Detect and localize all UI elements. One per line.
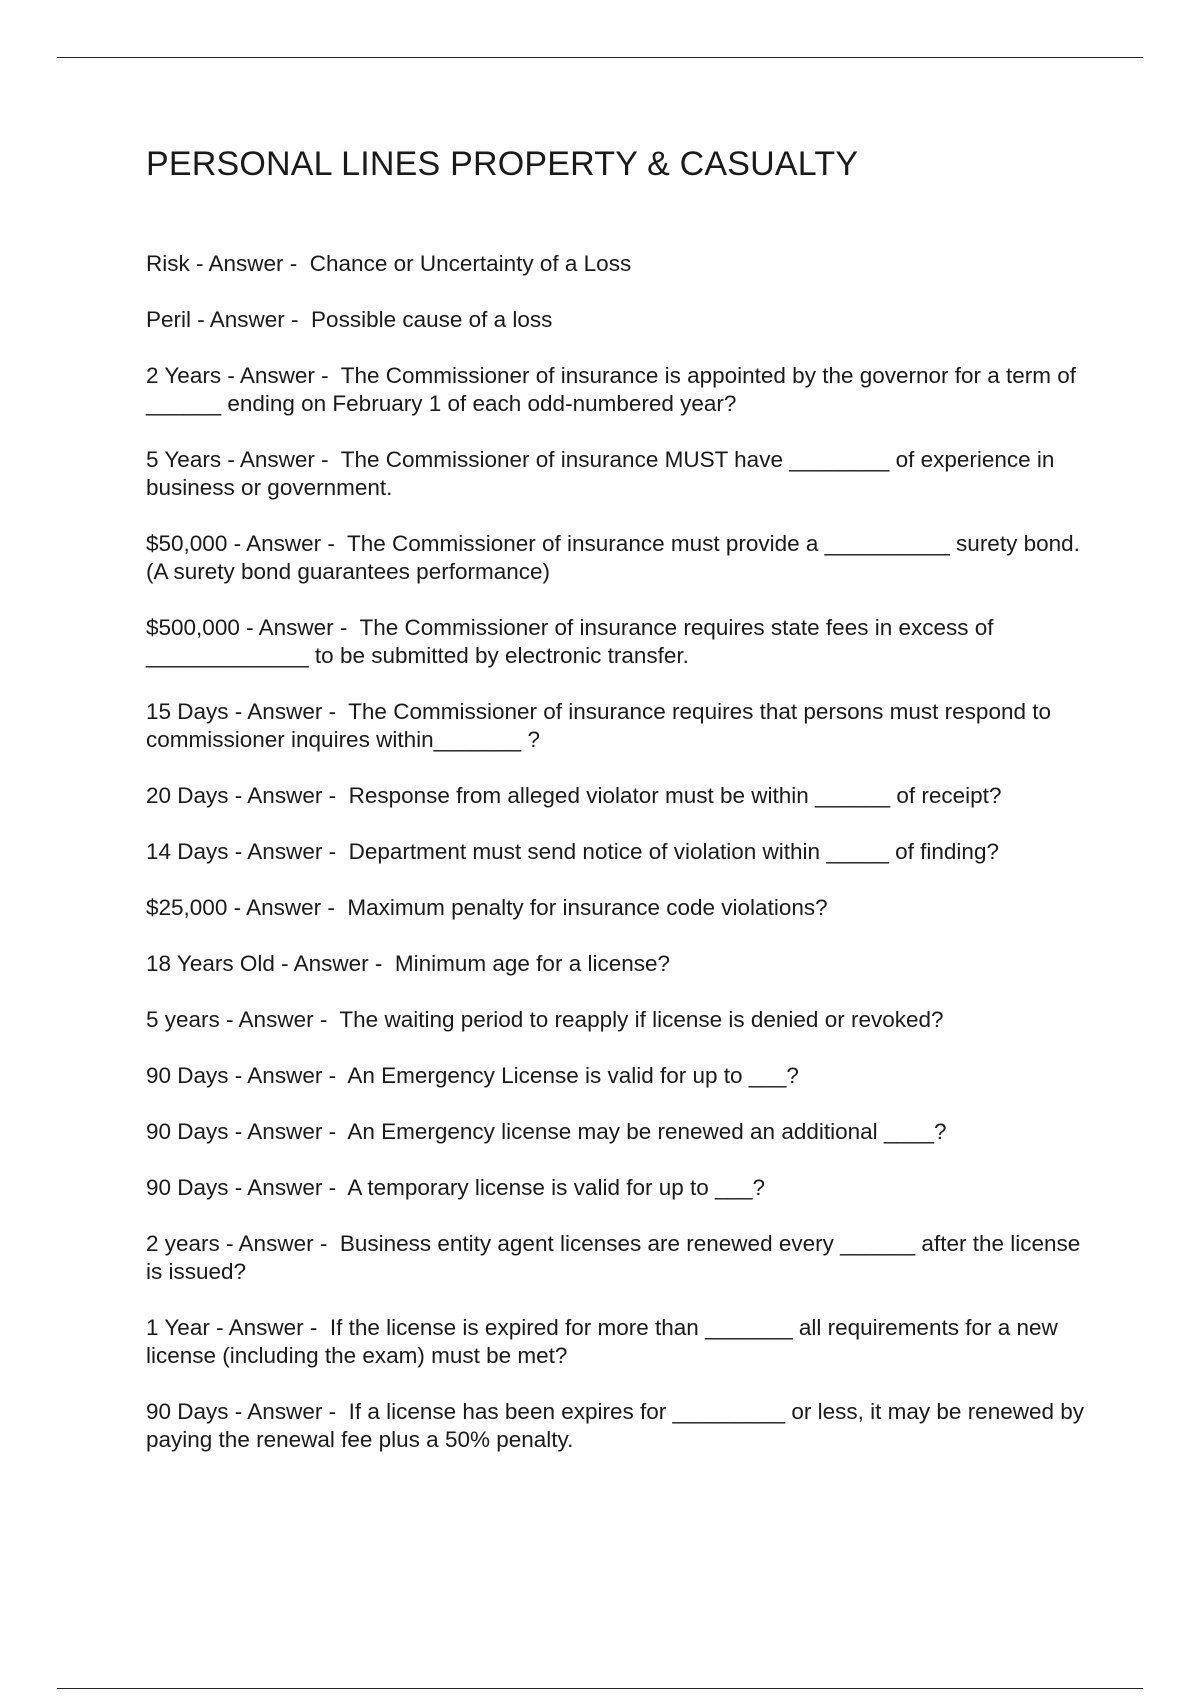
qa-item — [146, 614, 1096, 670]
qa-answer: The Commissioner of insurance is appointed by the governor for a term of ______ ending on February 1 of each odd-numbered year? — [146, 363, 1077, 416]
qa-answer: If the license is expired for more than _______ all requirements for a new license (including the exam) must be met? — [146, 1315, 1058, 1368]
qa-item — [146, 362, 1096, 418]
qa-answer: Business entity agent licenses are renewed every ______ after the license is issued? — [146, 1231, 1081, 1284]
answer-separator: - Answer - — [227, 531, 347, 556]
qa-term: 5 Years — [146, 447, 222, 472]
qa-term: 2 Years — [146, 363, 222, 388]
qa-item — [146, 530, 1096, 586]
answer-separator: - Answer - — [227, 895, 348, 920]
qa-list — [146, 250, 1096, 1454]
qa-term: 14 Days — [146, 839, 229, 864]
qa-answer: Possible cause of a loss — [311, 307, 553, 332]
qa-answer: An Emergency License is valid for up to ___? — [347, 1063, 799, 1088]
answer-separator: - Answer - — [228, 1399, 349, 1424]
qa-answer: The Commissioner of insurance MUST have ________ of experience in business or government. — [146, 447, 1055, 500]
answer-separator: - Answer - — [228, 783, 349, 808]
answer-separator: - Answer - — [209, 1315, 330, 1340]
qa-term: Risk — [146, 251, 190, 276]
answer-separator: - Answer - — [239, 615, 360, 640]
qa-term: $50,000 — [146, 531, 228, 556]
answer-separator: - Answer - — [219, 1231, 340, 1256]
top-divider — [57, 57, 1143, 58]
qa-item — [146, 838, 1096, 866]
qa-item — [146, 782, 1096, 810]
answer-separator: - Answer - — [228, 1063, 348, 1088]
qa-term: 20 Days — [146, 783, 229, 808]
answer-separator: - Answer - — [189, 251, 310, 276]
qa-answer: Minimum age for a license? — [394, 951, 671, 976]
qa-answer: The Commissioner of insurance must provide a __________ surety bond. (A surety bond guarantees performance) — [146, 531, 1080, 584]
answer-separator: - Answer - — [219, 1007, 340, 1032]
qa-term: 1 Year — [146, 1315, 210, 1340]
qa-item — [146, 446, 1096, 502]
qa-answer: If a license has been expires for _________ or less, it may be renewed by paying the renewal fee plus a 50% penalty. — [146, 1399, 1085, 1452]
qa-term: 15 Days — [146, 699, 229, 724]
qa-item — [146, 1174, 1096, 1202]
qa-item — [146, 1118, 1096, 1146]
answer-separator: - Answer - — [221, 363, 341, 388]
qa-item — [146, 1006, 1096, 1034]
qa-term: 90 Days — [146, 1119, 229, 1144]
qa-item — [146, 698, 1096, 754]
answer-separator: - Answer - — [221, 447, 341, 472]
qa-item — [146, 1230, 1096, 1286]
answer-separator: - Answer - — [228, 1119, 348, 1144]
qa-answer: Department must send notice of violation within _____ of finding? — [348, 839, 999, 864]
qa-term: 2 years — [146, 1231, 220, 1256]
document-body — [146, 140, 1096, 1482]
qa-item — [146, 306, 1096, 334]
answer-separator: - Answer - — [228, 1175, 348, 1200]
qa-answer: Maximum penalty for insurance code violations? — [347, 895, 828, 920]
qa-answer: The Commissioner of insurance requires that persons must respond to commissioner inquires within_______ ? — [146, 699, 1052, 752]
qa-term: 18 Years Old — [146, 951, 275, 976]
qa-term: 90 Days — [146, 1399, 229, 1424]
qa-item — [146, 1398, 1096, 1454]
qa-answer: Chance or Uncertainty of a Loss — [309, 251, 632, 276]
qa-term: 5 years — [146, 1007, 220, 1032]
qa-answer: Response from alleged violator must be within ______ of receipt? — [348, 783, 1002, 808]
qa-term: 90 Days — [146, 1175, 229, 1200]
answer-separator: - Answer - — [191, 307, 312, 332]
document-title: PERSONAL LINES PROPERTY & CASUALTY — [146, 145, 859, 183]
answer-separator: - Answer - — [228, 839, 349, 864]
qa-item — [146, 950, 1096, 978]
qa-term: Peril — [146, 307, 192, 332]
qa-item — [146, 1062, 1096, 1090]
answer-separator: - Answer - — [228, 699, 349, 724]
qa-answer: The Commissioner of insurance requires state fees in excess of _____________ to be submitted by electronic transfer. — [146, 615, 994, 668]
bottom-divider — [57, 1688, 1143, 1689]
qa-answer: The waiting period to reapply if license is denied or revoked? — [339, 1007, 944, 1032]
qa-answer: An Emergency license may be renewed an additional ____? — [347, 1119, 947, 1144]
answer-separator: - Answer - — [274, 951, 395, 976]
qa-term: $25,000 — [146, 895, 228, 920]
qa-item — [146, 250, 1096, 278]
qa-answer: A temporary license is valid for up to ___? — [347, 1175, 766, 1200]
qa-term: $500,000 — [146, 615, 240, 640]
qa-term: 90 Days — [146, 1063, 229, 1088]
qa-item — [146, 894, 1096, 922]
qa-item — [146, 1314, 1096, 1370]
